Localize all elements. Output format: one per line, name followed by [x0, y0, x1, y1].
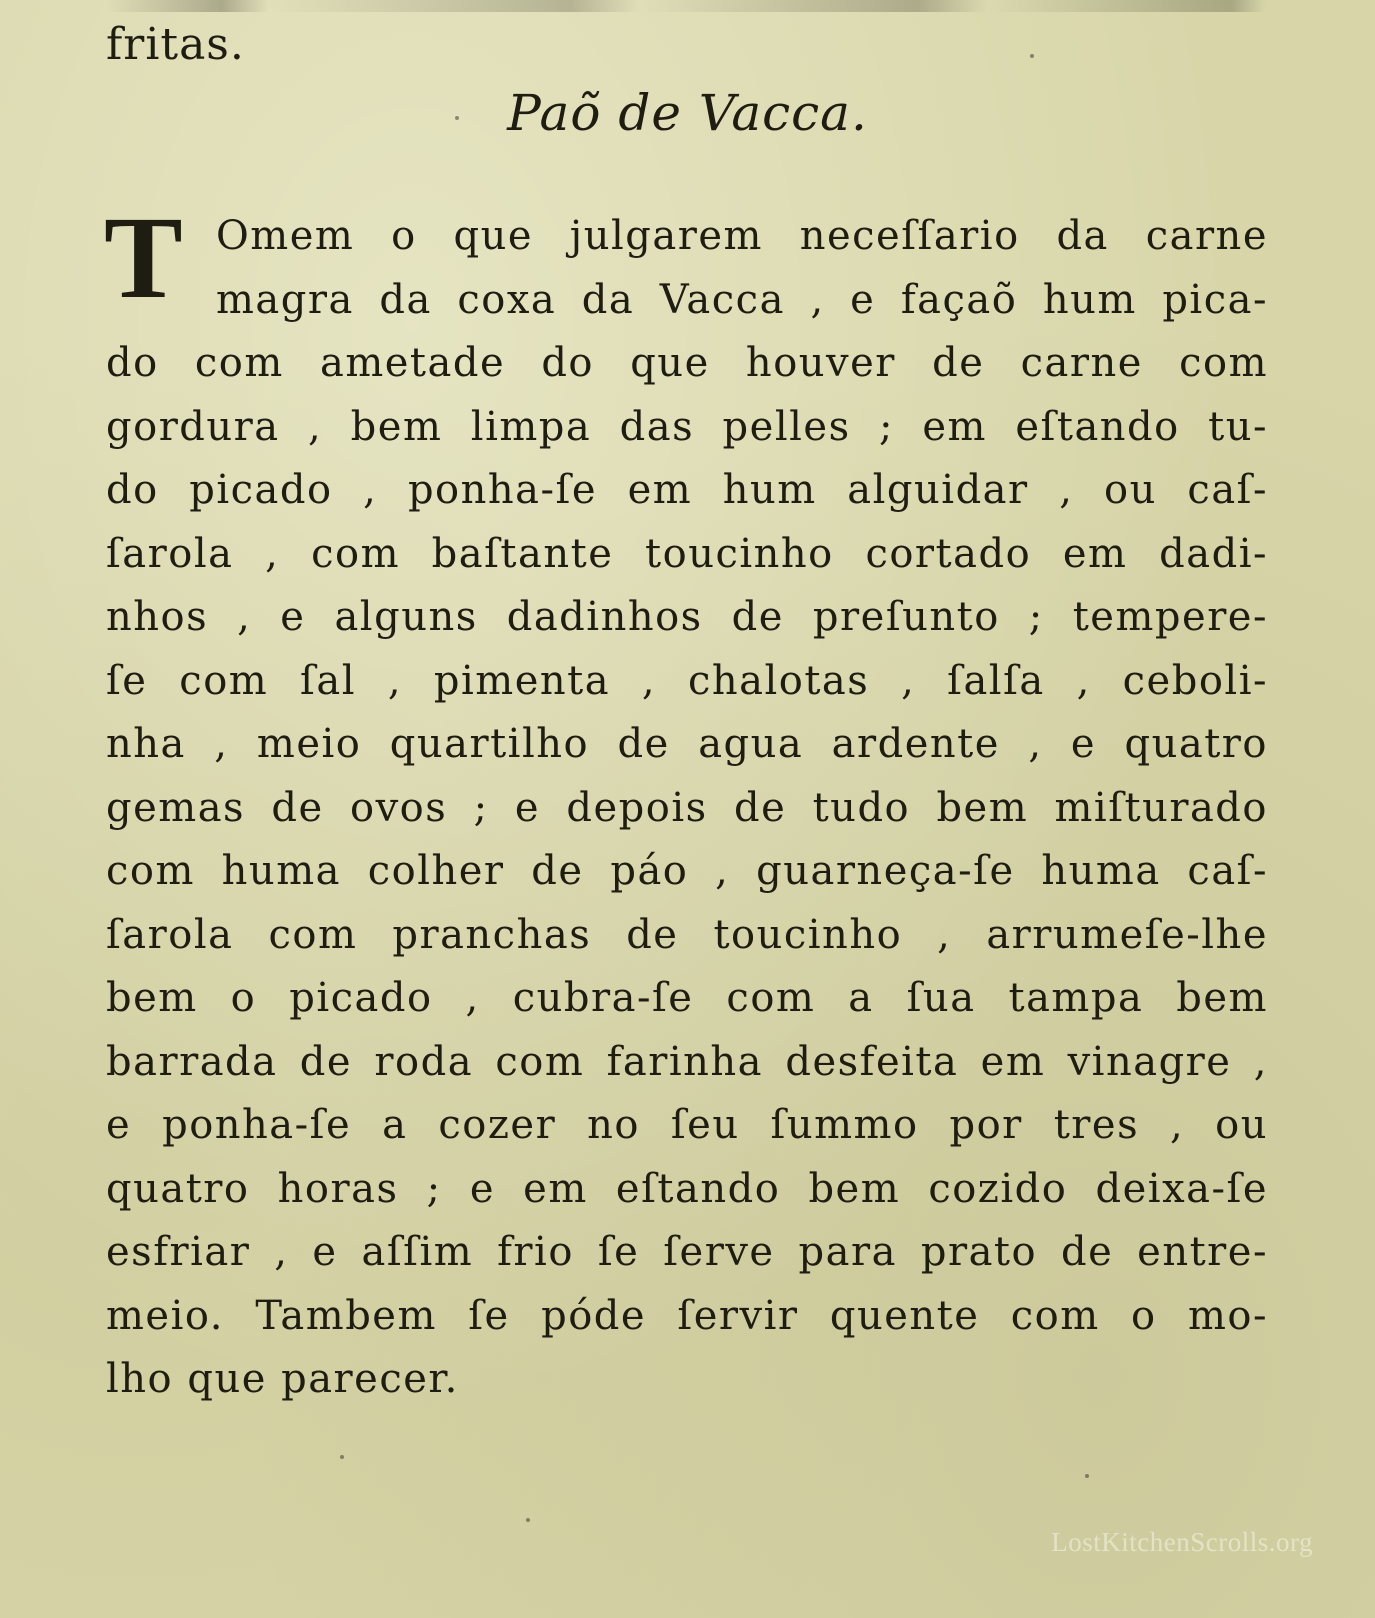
- paper-speck: [1030, 54, 1034, 58]
- cropped-previous-line: [106, 0, 1266, 12]
- text-line: com huma colher de páo , guarneça-ſe huma caſ-: [106, 848, 1268, 894]
- text-line: ſe com ſal , pimenta , chalotas , ſalſa , ceboli-: [106, 657, 1268, 704]
- paper-speck: [1085, 1474, 1089, 1478]
- text-line: quatro horas ; e em eſtando bem cozido deixa-ſe: [106, 1165, 1268, 1212]
- text-line: do picado , ponha-ſe em hum alguidar , ou caſ-: [106, 467, 1268, 513]
- text-line: do com ametade do que houver de carne com: [106, 340, 1268, 386]
- text-line: barrada de roda com farinha desfeita em vinagre ,: [106, 1038, 1268, 1085]
- text-line: nha , meio quartilho de agua ardente , e quatro: [106, 721, 1268, 767]
- text-line: e ponha-ſe a cozer no ſeu ſummo por tres , ou: [106, 1102, 1268, 1148]
- text-line: magra da coxa da Vacca , e façaõ hum pica-: [216, 276, 1268, 323]
- text-line last-line: lho que parecer.: [106, 1356, 459, 1402]
- text-line: nhos , e alguns dadinhos de preſunto ; tempere-: [106, 594, 1268, 640]
- text-line: ſarola , com baſtante toucinho cortado em dadi-: [106, 530, 1268, 577]
- watermark: LostKitchenScrolls.org: [1051, 1527, 1313, 1557]
- text-line: meio. Tambem ſe póde ſervir quente com o mo-: [106, 1292, 1268, 1339]
- text-line: esfriar , e aſſim frio ſe ſerve para prato de entre-: [106, 1229, 1268, 1275]
- recipe-body: [106, 205, 1268, 1412]
- paper-speck: [526, 1518, 530, 1522]
- drop-cap-letter: T: [104, 192, 183, 323]
- text-line: gordura , bem limpa das pelles ; em eſtando tu-: [106, 403, 1268, 450]
- text-line: gemas de ovos ; e depois de tudo bem miſturado: [106, 784, 1268, 831]
- paper-speck: [340, 1455, 344, 1459]
- recipe-title: Paõ de Vacca.: [507, 84, 868, 142]
- text-line: bem o picado , cubra-ſe com a ſua tampa bem: [106, 975, 1268, 1021]
- paper-speck: [455, 116, 459, 120]
- text-line: ſarola com pranchas de toucinho , arrumeſe-lhe: [106, 911, 1268, 958]
- previous-recipe-ending: fritas.: [106, 19, 245, 70]
- text-line: Omem o que julgarem neceſſario da carne: [216, 213, 1268, 259]
